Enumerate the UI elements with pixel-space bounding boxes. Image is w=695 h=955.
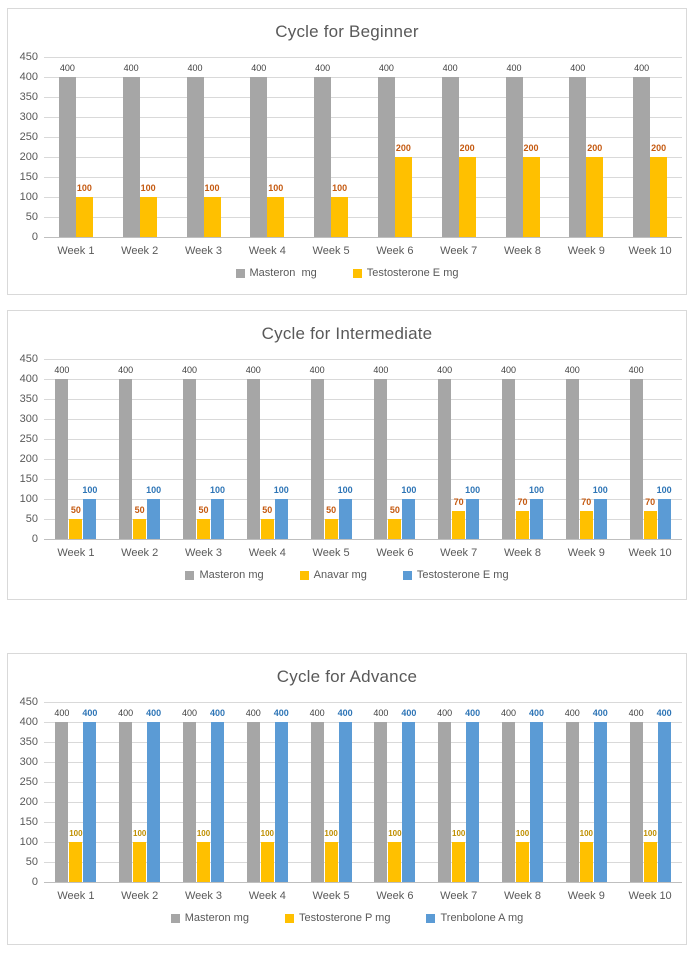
bar-testosterone-e-mg-week-10 [656,485,672,539]
bar-testosterone-e-mg-week-9 [592,485,608,539]
bar-testosterone-e-mg-week-5 [331,183,348,237]
data-label: 400 [245,365,261,375]
bar-testosterone-e-mg-week-7 [465,485,481,539]
x-category-label: Week 2 [121,890,159,902]
data-label: 400 [118,708,134,718]
gridline [44,399,682,400]
y-tick-label: 150 [19,816,38,828]
legend-label: Trenbolone A mg [440,912,524,924]
data-label: 400 [634,63,650,73]
bar-masteron-mg-week-5 [309,708,325,882]
bar-testosterone-e-mg-week-1 [82,485,98,539]
bar-testosterone-p-mg-week-7 [452,829,466,882]
data-label: 400 [251,63,267,73]
bar-masteron-mg-week-3 [181,365,198,539]
data-label: 100 [592,485,608,495]
bar-anavar-mg-week-9 [580,497,593,539]
data-label: 100 [452,829,466,838]
data-label: 100 [401,485,417,495]
legend-marker [353,269,362,278]
intermediate-cycle-chart-panel [7,310,687,600]
x-category-label: Week 5 [312,890,350,902]
x-axis-line [44,539,682,540]
bar-masteron-mg-week-6 [378,63,395,237]
data-label: 400 [82,708,98,718]
gridline [44,782,682,783]
bar-trenbolone-a-mg-week-2 [146,708,162,882]
bar-testosterone-p-mg-week-5 [324,829,338,882]
data-label: 100 [76,183,92,193]
gridline [44,117,682,118]
bar-masteron-mg-week-2 [123,63,140,237]
data-label: 400 [309,365,325,375]
data-label: 200 [523,143,539,153]
data-label: 70 [645,497,656,507]
chart-plot-area [8,9,686,294]
data-label: 400 [500,708,517,718]
y-tick-label: 450 [19,51,38,63]
x-category-label: Week 8 [503,547,542,559]
bar-trenbolone-a-mg-week-10 [656,708,672,882]
y-tick-label: 450 [19,353,38,365]
data-label: 100 [643,829,657,838]
x-category-label: Week 4 [248,547,286,559]
bar-testosterone-e-mg-week-10 [650,143,667,237]
data-label: 400 [181,365,198,375]
x-category-label: Week 1 [57,890,95,902]
gridline [44,57,682,58]
plot-area [19,51,682,257]
y-tick-label: 350 [19,393,38,405]
bar-masteron-mg-week-3 [187,63,204,237]
bar-masteron-mg-week-7 [437,365,453,539]
bar-masteron-mg-week-6 [373,365,389,539]
gridline [44,459,682,460]
bar-masteron-mg-week-9 [564,365,580,539]
y-tick-label: 100 [19,836,38,848]
bar-testosterone-e-mg-week-9 [586,143,603,237]
data-label: 100 [273,485,289,495]
bar-trenbolone-a-mg-week-1 [82,708,98,882]
plot-area [19,696,682,902]
y-tick-label: 300 [19,111,38,123]
bar-testosterone-e-mg-week-4 [267,183,284,237]
x-category-label: Week 10 [628,890,672,902]
plot-area [19,353,682,559]
data-label: 400 [628,708,644,718]
legend-marker [403,571,412,580]
data-label: 50 [70,505,81,515]
gridline [44,419,682,420]
legend-item [353,267,459,279]
data-label: 100 [133,829,147,838]
data-label: 400 [54,365,70,375]
bar-testosterone-e-mg-week-6 [395,143,412,237]
x-category-label: Week 5 [312,245,350,257]
bar-trenbolone-a-mg-week-6 [401,708,417,882]
data-label: 400 [465,708,481,718]
legend-marker [185,571,194,580]
bar-trenbolone-a-mg-week-3 [209,708,226,882]
x-category-label: Week 6 [376,890,414,902]
bar-masteron-mg-week-10 [628,365,644,539]
data-label: 400 [378,63,394,73]
data-label: 100 [209,485,226,495]
bar-testosterone-p-mg-week-8 [515,829,530,882]
legend-marker [236,269,245,278]
y-tick-label: 100 [19,493,38,505]
legend-item [185,569,263,581]
data-label: 400 [315,63,331,73]
data-label: 100 [260,829,274,838]
y-tick-label: 0 [31,533,38,545]
y-tick-label: 50 [25,513,38,525]
bar-testosterone-e-mg-week-8 [528,485,545,539]
data-label: 100 [515,829,530,838]
bar-masteron-mg-week-8 [506,63,523,237]
x-category-label: Week 10 [628,547,672,559]
bar-testosterone-e-mg-week-4 [273,485,289,539]
bar-testosterone-p-mg-week-10 [643,829,657,882]
x-category-label: Week 1 [57,245,95,257]
y-tick-label: 400 [19,71,38,83]
data-label: 400 [437,365,453,375]
data-label: 400 [181,708,198,718]
gridline [44,802,682,803]
x-category-label: Week 3 [184,245,223,257]
bar-anavar-mg-week-6 [388,505,401,539]
legend-marker [285,914,294,923]
data-label: 400 [54,708,70,718]
data-label: 400 [628,365,644,375]
data-label: 100 [140,183,156,193]
y-tick-label: 450 [19,696,38,708]
y-tick-label: 250 [19,433,38,445]
gridline [44,822,682,823]
advance-cycle-chart-panel [7,653,687,945]
beginner-cycle-chart-panel [7,8,687,295]
data-label: 400 [506,63,522,73]
chart-title: Cycle for Advance [276,667,418,686]
y-tick-label: 150 [19,171,38,183]
bar-anavar-mg-week-7 [452,497,465,539]
data-label: 100 [656,485,672,495]
y-tick-label: 200 [19,151,38,163]
data-label: 200 [651,143,667,153]
data-label: 100 [388,829,402,838]
data-label: 50 [198,505,209,515]
x-category-label: Week 9 [567,547,605,559]
bar-testosterone-e-mg-week-1 [76,183,93,237]
bar-trenbolone-a-mg-week-7 [465,708,481,882]
y-tick-label: 300 [19,756,38,768]
legend-item [426,912,523,924]
data-label: 400 [401,708,417,718]
legend-label: Testosterone E mg [366,267,459,279]
chart-title: Cycle for Intermediate [261,324,433,343]
bar-testosterone-e-mg-week-3 [204,183,221,237]
y-tick-label: 0 [31,876,38,888]
bar-trenbolone-a-mg-week-4 [273,708,289,882]
x-category-label: Week 10 [628,245,672,257]
chart-legend [8,569,686,581]
y-tick-label: 200 [19,453,38,465]
bar-testosterone-e-mg-week-2 [146,485,162,539]
data-label: 100 [82,485,98,495]
data-label: 50 [389,505,400,515]
x-category-label: Week 6 [376,245,414,257]
data-label: 400 [373,708,389,718]
data-label: 100 [324,829,338,838]
data-label: 50 [262,505,273,515]
data-label: 100 [146,485,162,495]
legend-marker [426,914,435,923]
gridline [44,702,682,703]
x-category-label: Week 8 [503,890,542,902]
bar-masteron-mg-week-9 [569,63,586,237]
x-category-label: Week 9 [567,245,605,257]
legend-label: Masteron mg [249,267,317,279]
bar-trenbolone-a-mg-week-8 [528,708,545,882]
bar-masteron-mg-week-7 [442,63,459,237]
x-category-label: Week 6 [376,547,414,559]
y-tick-label: 250 [19,131,38,143]
bar-masteron-mg-week-5 [314,63,331,237]
gridline [44,439,682,440]
legend-marker [300,571,309,580]
bar-masteron-mg-week-4 [245,365,261,539]
chart-plot-area [8,654,686,944]
data-label: 70 [517,497,528,507]
legend-label: Anavar mg [313,569,367,581]
data-label: 400 [592,708,608,718]
data-label: 400 [500,365,517,375]
gridline [44,97,682,98]
data-label: 400 [146,708,162,718]
gridline [44,77,682,78]
bar-masteron-mg-week-2 [118,708,134,882]
data-label: 200 [395,143,411,153]
bar-testosterone-e-mg-week-7 [459,143,476,237]
legend-item [171,912,249,924]
legend-marker [171,914,180,923]
legend-label: Masteron mg [184,912,249,924]
data-label: 400 [528,708,545,718]
data-label: 400 [123,63,139,73]
gridline [44,722,682,723]
x-category-label: Week 7 [440,547,478,559]
legend-item [285,912,391,924]
bar-anavar-mg-week-3 [197,505,210,539]
data-label: 400 [564,708,580,718]
data-label: 50 [134,505,145,515]
bar-masteron-mg-week-5 [309,365,325,539]
data-label: 100 [579,829,593,838]
x-category-label: Week 7 [440,245,478,257]
y-tick-label: 50 [25,211,38,223]
bar-anavar-mg-week-5 [325,505,338,539]
x-category-label: Week 4 [248,890,286,902]
bar-masteron-mg-week-10 [628,708,644,882]
data-label: 100 [465,485,481,495]
bar-anavar-mg-week-10 [644,497,657,539]
data-label: 200 [459,143,475,153]
y-tick-label: 100 [19,191,38,203]
bar-masteron-mg-week-1 [54,708,70,882]
x-axis-line [44,882,682,883]
data-label: 400 [442,63,458,73]
bar-testosterone-p-mg-week-6 [388,829,402,882]
legend-item [403,569,509,581]
bar-masteron-mg-week-8 [500,708,517,882]
x-category-label: Week 7 [440,890,478,902]
legend-label: Testosterone E mg [416,569,509,581]
data-label: 400 [209,708,226,718]
chart-plot-area [8,311,686,599]
bar-masteron-mg-week-2 [118,365,134,539]
data-label: 400 [59,63,75,73]
y-tick-label: 50 [25,856,38,868]
data-label: 100 [332,183,348,193]
legend-label: Masteron mg [199,569,264,581]
bar-masteron-mg-week-9 [564,708,580,882]
data-label: 70 [581,497,592,507]
bar-anavar-mg-week-2 [133,505,146,539]
gridline [44,762,682,763]
bar-masteron-mg-week-10 [633,63,650,237]
bar-anavar-mg-week-1 [69,505,82,539]
data-label: 400 [118,365,134,375]
legend-item [236,267,317,279]
bar-masteron-mg-week-1 [54,365,70,539]
bar-masteron-mg-week-4 [245,708,261,882]
x-category-label: Week 5 [312,547,350,559]
bar-testosterone-p-mg-week-1 [69,829,83,882]
gridline [44,742,682,743]
bar-testosterone-e-mg-week-6 [401,485,417,539]
bar-testosterone-e-mg-week-3 [209,485,226,539]
chart-legend [8,267,686,279]
x-category-label: Week 9 [567,890,605,902]
data-label: 400 [373,365,389,375]
gridline [44,379,682,380]
bar-anavar-mg-week-4 [261,505,274,539]
data-label: 400 [245,708,261,718]
data-label: 400 [309,708,325,718]
y-tick-label: 400 [19,716,38,728]
data-label: 100 [268,183,284,193]
bar-trenbolone-a-mg-week-9 [592,708,608,882]
x-category-label: Week 3 [184,890,223,902]
data-label: 70 [453,497,464,507]
x-category-label: Week 2 [121,547,159,559]
gridline [44,479,682,480]
bar-masteron-mg-week-4 [250,63,267,237]
y-tick-label: 200 [19,796,38,808]
bar-masteron-mg-week-8 [500,365,517,539]
y-tick-label: 0 [31,231,38,243]
bar-testosterone-p-mg-week-4 [260,829,274,882]
x-category-label: Week 2 [121,245,159,257]
data-label: 50 [326,505,337,515]
x-category-label: Week 1 [57,547,95,559]
bar-masteron-mg-week-7 [437,708,453,882]
gridline [44,359,682,360]
bar-testosterone-p-mg-week-2 [133,829,147,882]
data-label: 400 [437,708,453,718]
y-tick-label: 300 [19,413,38,425]
chart-legend [8,912,686,924]
data-label: 400 [564,365,580,375]
data-label: 400 [187,63,203,73]
legend-item [300,569,367,581]
bar-masteron-mg-week-1 [59,63,76,237]
bar-masteron-mg-week-6 [373,708,389,882]
data-label: 400 [337,708,353,718]
data-label: 100 [528,485,545,495]
data-label: 100 [204,183,220,193]
legend-label: Testosterone P mg [298,912,391,924]
x-category-label: Week 3 [184,547,223,559]
bar-testosterone-e-mg-week-2 [140,183,157,237]
y-tick-label: 350 [19,736,38,748]
chart-title: Cycle for Beginner [275,22,419,41]
bar-masteron-mg-week-3 [181,708,198,882]
bar-trenbolone-a-mg-week-5 [337,708,353,882]
bar-testosterone-p-mg-week-3 [196,829,211,882]
data-label: 100 [69,829,83,838]
bar-testosterone-e-mg-week-8 [523,143,540,237]
data-label: 400 [570,63,586,73]
y-tick-label: 400 [19,373,38,385]
data-label: 400 [273,708,289,718]
x-category-label: Week 8 [503,245,542,257]
data-label: 200 [587,143,603,153]
bar-testosterone-p-mg-week-9 [579,829,593,882]
x-category-label: Week 4 [248,245,286,257]
gridline [44,137,682,138]
x-axis-line [44,237,682,238]
y-tick-label: 150 [19,473,38,485]
y-tick-label: 350 [19,91,38,103]
data-label: 100 [196,829,211,838]
y-tick-label: 250 [19,776,38,788]
bar-anavar-mg-week-8 [516,497,529,539]
bar-testosterone-e-mg-week-5 [337,485,353,539]
data-label: 100 [337,485,353,495]
data-label: 400 [656,708,672,718]
